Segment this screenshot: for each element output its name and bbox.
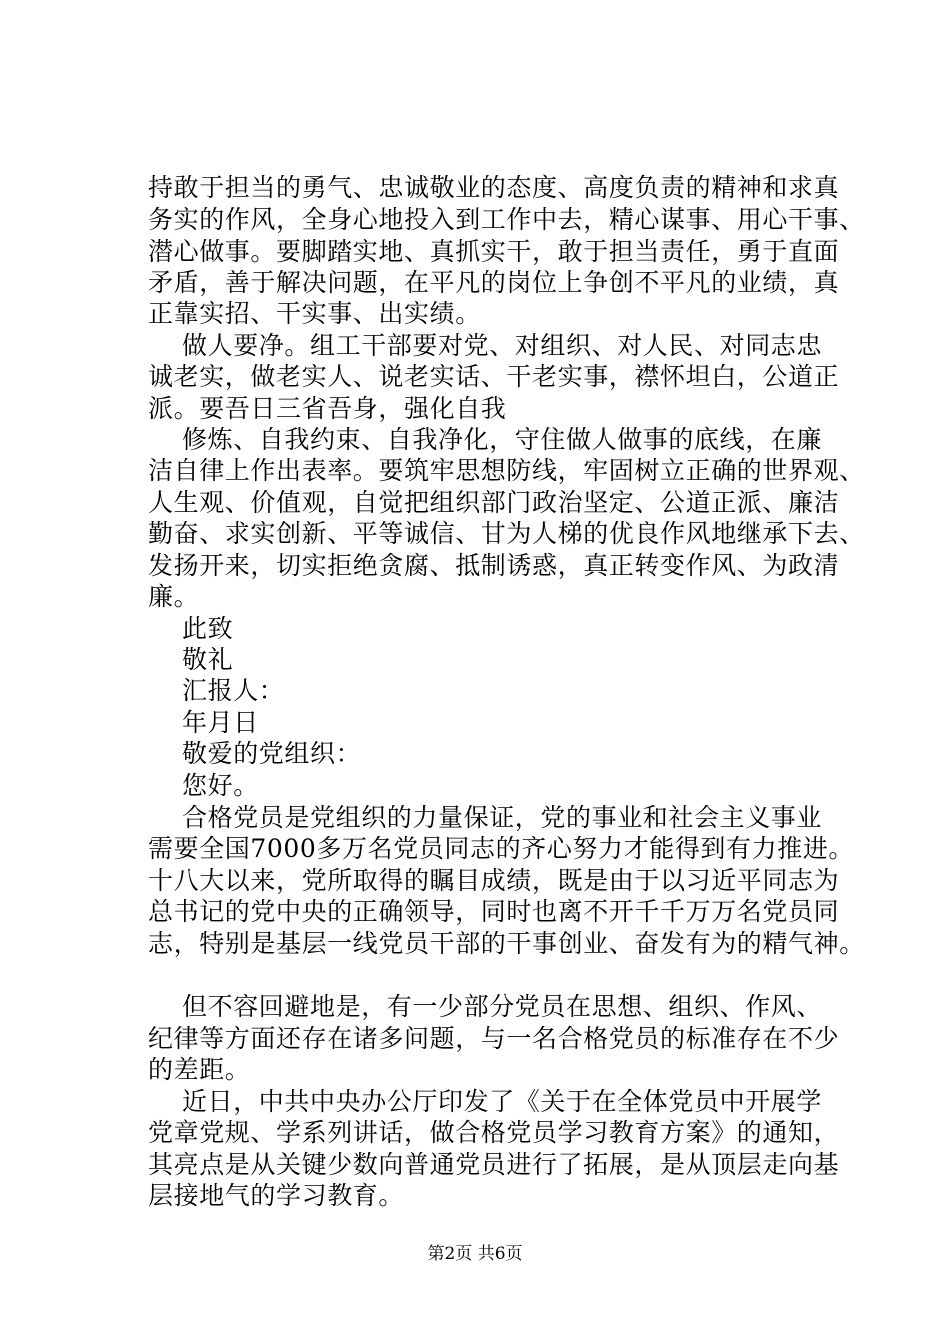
text-line: 人生观、价值观，自觉把组织部门政治坚定、公道正派、廉洁 [148, 488, 840, 517]
text-line: 派。要吾日三省吾身，强化自我 [148, 394, 507, 423]
text-line: 发扬开来，切实拒绝贪腐、抵制诱惑，真正转变作风、为政清 [148, 551, 840, 580]
reporter-label: 汇报人： [182, 676, 285, 705]
text-line: 但不容回避地是，有一少部分党员在思想、组织、作风、 [182, 992, 823, 1021]
text-line: 正靠实招、干实事、出实绩。 [148, 299, 481, 328]
text-line: 潜心做事。要脚踏实地、真抓实干，敢于担当责任，勇于直面 [148, 237, 840, 266]
text-line: 党章党规、学系列讲话，做合格党员学习教育方案》的通知， [148, 1118, 840, 1147]
text-line: 持敢于担当的勇气、忠诚敬业的态度、高度负责的精神和求真 [148, 173, 840, 202]
text-line: 志，特别是基层一线党员干部的干事创业、奋发有为的精气神。 [148, 929, 865, 958]
page-number-footer: 第2页 共6页 [427, 1244, 523, 1264]
text-line: 勤奋、求实创新、平等诚信、甘为人梯的优良作风地继承下去、 [148, 519, 865, 548]
text-line: 诚老实，做老实人、说老实话、干老实事，襟怀坦白，公道正 [148, 362, 840, 391]
text-line: 其亮点是从关键少数向普通党员进行了拓展，是从顶层走向基 [148, 1150, 840, 1179]
text-line: 总书记的党中央的正确领导，同时也离不开千千万万名党员同 [148, 897, 840, 926]
text-line: 层接地气的学习教育。 [148, 1181, 405, 1210]
text-line: 矛盾，善于解决问题，在平凡的岗位上争创不平凡的业绩，真 [148, 268, 840, 297]
text-line: 修炼、自我约束、自我净化，守住做人做事的底线，在廉 [182, 425, 823, 454]
date-label: 年月日 [182, 708, 259, 737]
text-line: 合格党员是党组织的力量保证，党的事业和社会主义事业 [182, 803, 823, 832]
text-line: 廉。 [148, 582, 200, 611]
text-line: 的差距。 [148, 1055, 251, 1084]
closing-regards: 敬礼 [182, 645, 234, 674]
closing-salutation: 此致 [182, 614, 234, 643]
text-line: 需要全国7000多万名党员同志的齐心努力才能得到有力推进。 [148, 834, 855, 863]
text-line: 纪律等方面还存在诸多问题，与一名合格党员的标准存在不少 [148, 1024, 840, 1053]
text-line: 近日，中共中央办公厅印发了《关于在全体党员中开展学 [182, 1087, 823, 1116]
text-line: 务实的作风，全身心地投入到工作中去，精心谋事、用心干事、 [148, 205, 865, 234]
text-line: 十八大以来，党所取得的瞩目成绩，既是由于以习近平同志为 [148, 866, 840, 895]
greeting-addressee: 敬爱的党组织： [182, 739, 362, 768]
text-line: 做人要净。组工干部要对党、对组织、对人民、对同志忠 [182, 331, 823, 360]
text-line: 洁自律上作出表率。要筑牢思想防线，牢固树立正确的世界观、 [148, 456, 865, 485]
greeting: 您好。 [182, 771, 259, 800]
